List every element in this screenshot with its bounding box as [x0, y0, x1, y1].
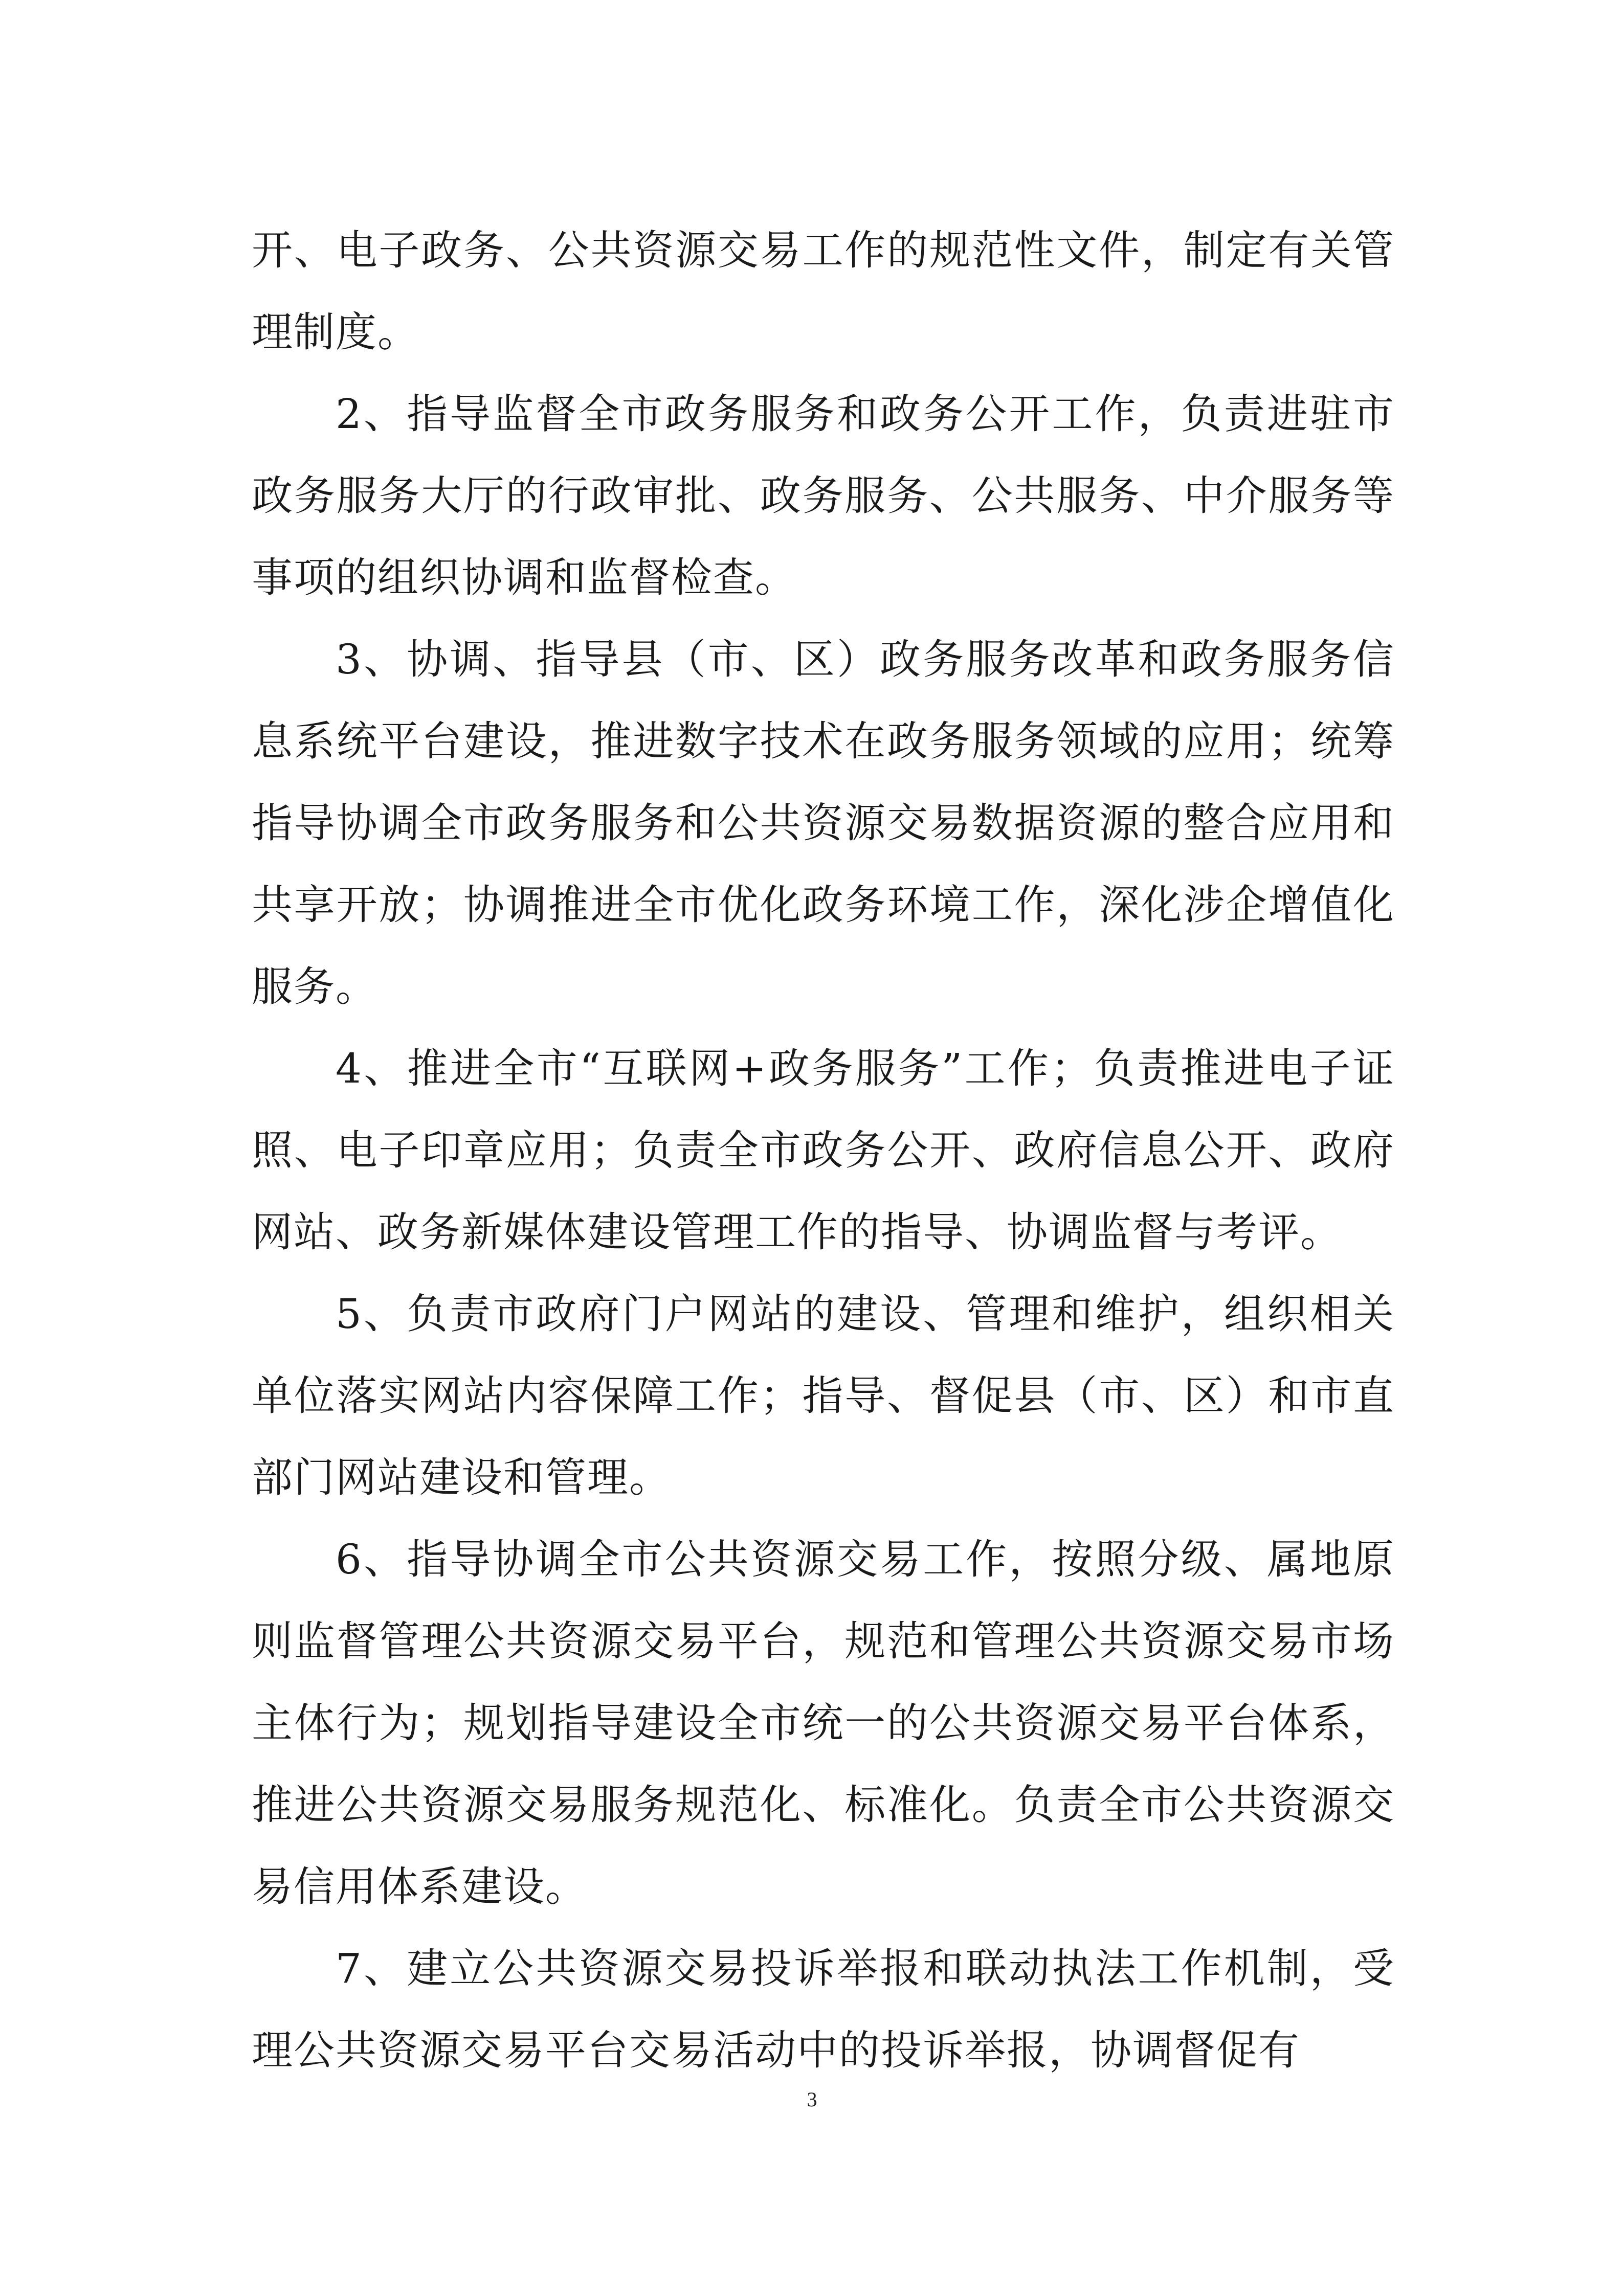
paragraph-item-7: 7、建立公共资源交易投诉举报和联动执法工作机制，受理公共资源交易平台交易活动中的投诉举报，协调督促有 — [252, 1945, 1395, 2074]
paragraph-item-2: 2、指导监督全市政务服务和政务公开工作，负责进驻市政务服务大厅的行政审批、政务服务、公共服务、中介服务等事项的组织协调和监督检查。 — [252, 390, 1395, 601]
paragraph-item-3: 3、协调、指导县（市、区）政务服务改革和政务服务信息系统平台建设，推进数字技术在政务服务领域的应用；统筹指导协调全市政务服务和公共资源交易数据资源的整合应用和共享开放；协调推进全市优化政务环境工作，深化涉企增值化服务。 — [252, 636, 1395, 1010]
paragraph-item-5: 5、负责市政府门户网站的建设、管理和维护，组织相关单位落实网站内容保障工作；指导、督促县（市、区）和市直部门网站建设和管理。 — [252, 1290, 1395, 1501]
paragraph-continued: 开、电子政务、公共资源交易工作的规范性文件，制定有关管理制度。 — [252, 227, 1395, 356]
paragraph-item-6: 6、指导协调全市公共资源交易工作，按照分级、属地原则监督管理公共资源交易平台，规范和管理公共资源交易市场主体行为；规划指导建设全市统一的公共资源交易平台体系，推进公共资源交易服务规范化、标准化。负责全市公共资源交易信用体系建设。 — [252, 1536, 1395, 1910]
paragraph-item-4: 4、推进全市“互联网+政务服务”工作；负责推进电子证照、电子印章应用；负责全市政务公开、政府信息公开、政府网站、政务新媒体建设管理工作的指导、协调监督与考评。 — [252, 1045, 1395, 1256]
document-body — [252, 210, 1395, 2091]
page-number: 3 — [807, 2088, 817, 2111]
